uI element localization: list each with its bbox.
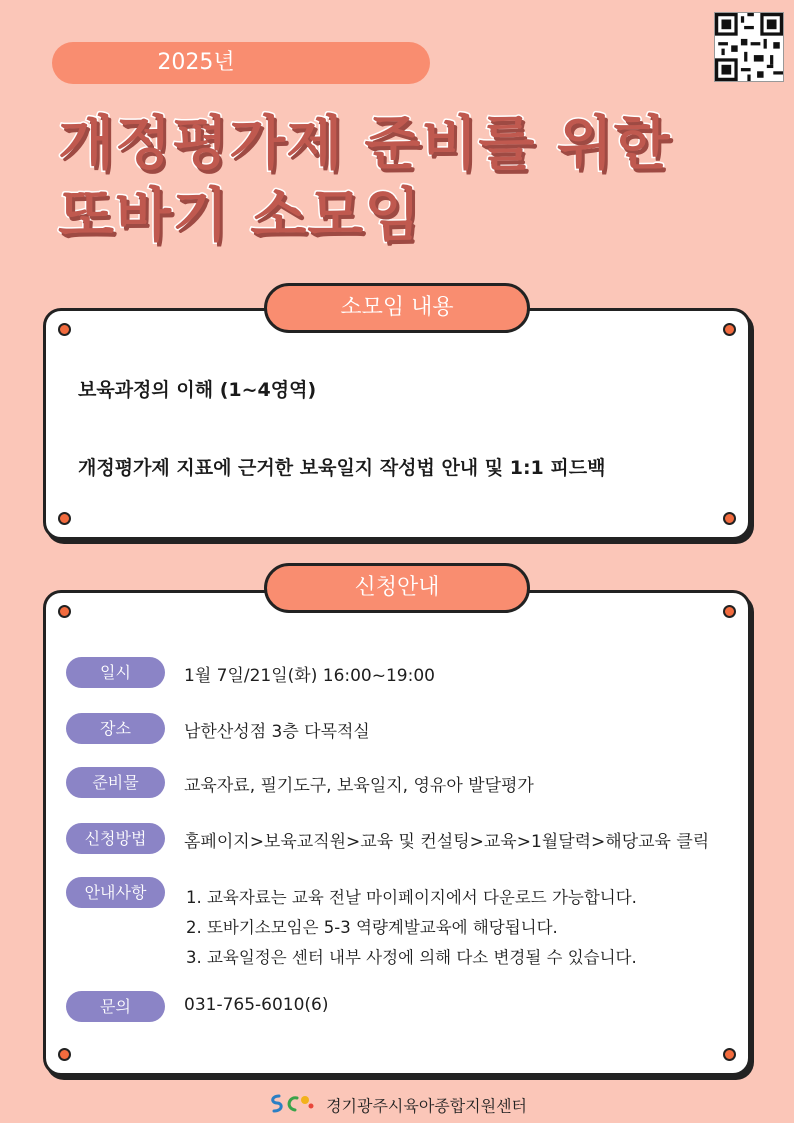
content-line: 보육과정의 이해 (1~4영역) [78, 379, 317, 401]
notice-item: 1. 교육자료는 교육 전날 마이페이지에서 다운로드 가능합니다. [186, 888, 637, 907]
label-pill: 안내사항 [66, 877, 165, 908]
organization-name: 경기광주시육아종합지원센터 [326, 1096, 528, 1116]
page-title-line1: 개정평가제 준비를 위한 [58, 109, 671, 177]
info-value: 남한산성점 3층 다목적실 [184, 722, 370, 742]
notice-list [186, 883, 637, 973]
center-logo-icon [267, 1092, 315, 1118]
corner-dot-icon [58, 512, 71, 525]
corner-dot-icon [723, 323, 736, 336]
corner-dot-icon [723, 1048, 736, 1061]
notice-item: 3. 교육일정은 센터 내부 사정에 의해 다소 변경될 수 있습니다. [186, 948, 637, 967]
label-pill: 문의 [66, 991, 165, 1022]
info-value: 1월 7일/21일(화) 16:00~19:00 [184, 666, 435, 686]
info-value: 홈페이지>보육교직원>교육 및 컨설팅>교육>1월달력>해당교육 클릭 [184, 832, 710, 852]
contact-phone[interactable]: 031-765-6010(6) [184, 995, 329, 1015]
corner-dot-icon [723, 605, 736, 618]
page-title-line2: 또바기 소모임 [58, 181, 422, 249]
label-pill: 신청방법 [66, 823, 165, 854]
corner-dot-icon [58, 323, 71, 336]
content-line: 개정평가제 지표에 근거한 보육일지 작성법 안내 및 1:1 피드백 [78, 457, 606, 479]
label-pill: 준비물 [66, 767, 165, 798]
year-badge: 2025년 [52, 42, 430, 84]
qr-code-icon[interactable] [714, 12, 784, 82]
label-pill: 장소 [66, 713, 165, 744]
notice-item: 2. 또바기소모임은 5-3 역량계발교육에 해당됩니다. [186, 918, 558, 937]
corner-dot-icon [58, 1048, 71, 1061]
section-tab-content: 소모임 내용 [264, 283, 530, 333]
info-value: 교육자료, 필기도구, 보육일지, 영유아 발달평가 [184, 776, 534, 796]
corner-dot-icon [723, 512, 736, 525]
label-pill: 일시 [66, 657, 165, 688]
section-tab-application: 신청안내 [264, 563, 530, 613]
footer [0, 1092, 794, 1118]
content-card [43, 308, 751, 540]
application-card [43, 590, 751, 1076]
corner-dot-icon [58, 605, 71, 618]
